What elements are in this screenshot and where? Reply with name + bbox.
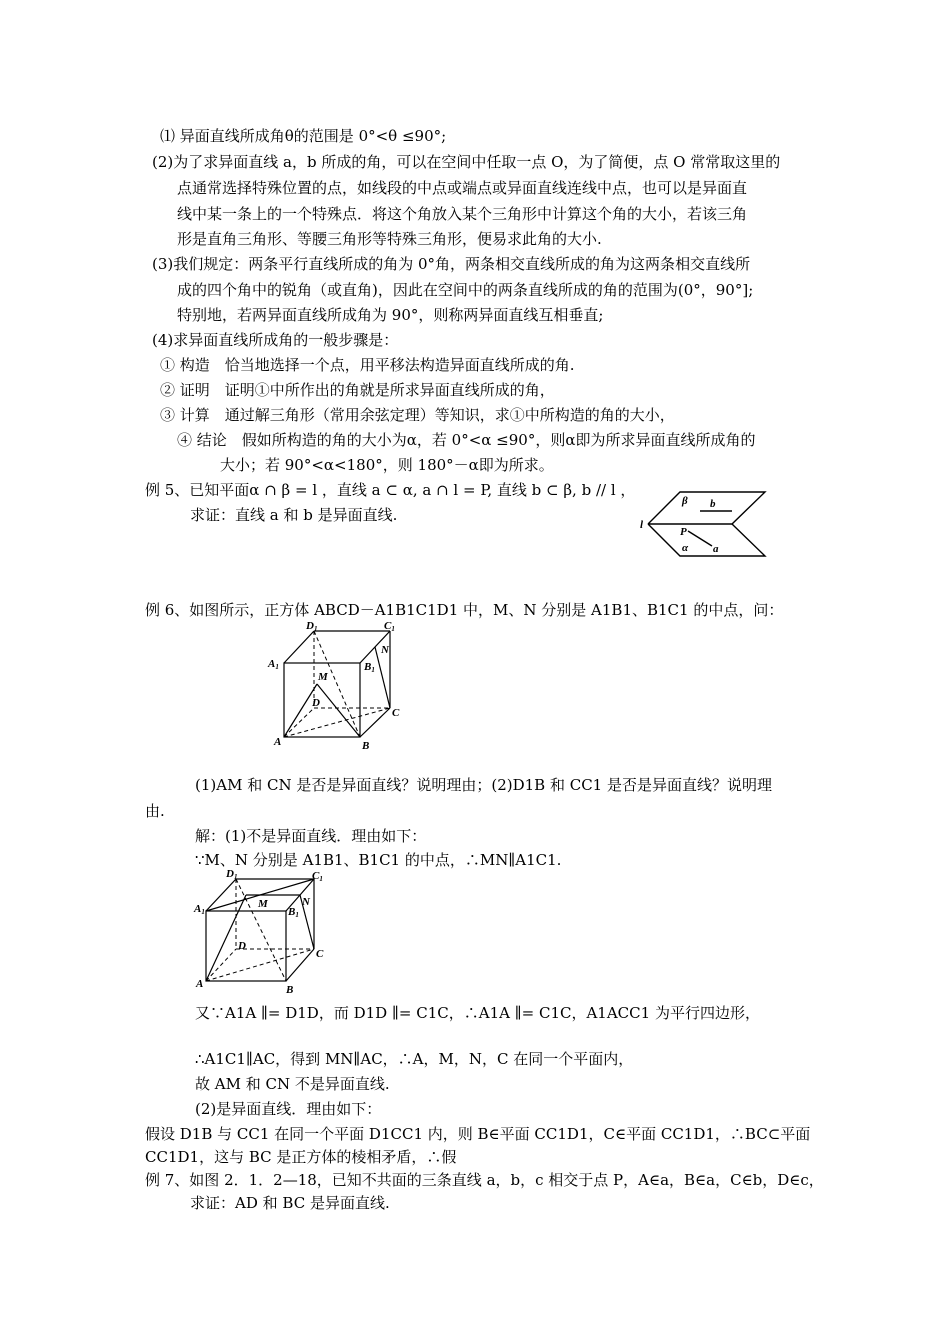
label-B1: B1: [288, 906, 299, 919]
step-2: ② 证明 证明①中所作出的角就是所求异面直线所成的角，: [160, 381, 555, 399]
note-3b: 成的四个角中的锐角（或直角)，因此在空间中的两条直线所成的角的范围为(0°，90°];: [177, 281, 754, 299]
note-2c: 线中某一条上的一个特殊点．将这个角放入某个三角形中计算这个角的大小，若该三角: [177, 205, 748, 223]
note-2a: (2)为了求异面直线 a，b 所成的角，可以在空间中任取一点 O，为了简便，点 O 常常取这里的: [152, 153, 781, 171]
label-M: M: [258, 898, 268, 910]
label-A1: A1: [194, 903, 205, 916]
example-5-prove: 求证：直线 a 和 b 是异面直线.: [190, 506, 398, 524]
label-C: C: [316, 948, 324, 960]
label-D1: D1: [226, 868, 238, 881]
cube-figure-1: [262, 618, 412, 753]
label-M: M: [318, 671, 328, 683]
solution-4: ∴A1C1∥AC，得到 MN∥AC，∴A，M，N，C 在同一个平面内，: [195, 1050, 634, 1068]
solution-6: (2)是异面直线．理由如下：: [195, 1100, 382, 1118]
label-A: A: [196, 978, 204, 990]
note-3a: (3)我们规定：两条平行直线所成的角为 0°角，两条相交直线所成的角为这两条相交直线所: [152, 255, 751, 273]
note-2b: 点通常选择特殊位置的点，如线段的中点或端点或异面直线连线中点，也可以是异面直: [177, 179, 748, 197]
label-D: D: [238, 940, 246, 952]
step-4a: ④ 结论 假如所构造的角的大小为α，若 0°<α ≤90°，则α即为所求异面直线所成角的: [177, 431, 756, 449]
step-4b: 大小；若 90°<α<180°，则 180°－α即为所求。: [220, 456, 554, 474]
label-b: b: [710, 498, 716, 510]
label-C: C: [392, 707, 400, 719]
label-l: l: [640, 519, 644, 531]
label-B: B: [286, 984, 294, 995]
solution-2: ∵M、N 分别是 A1B1、B1C1 的中点，∴MN∥A1C1.: [195, 851, 562, 869]
step-1: ① 构造 恰当地选择一个点，用平移法构造异面直线所成的角.: [160, 356, 575, 374]
example-7-prove: 求证：AD 和 BC 是异面直线.: [190, 1194, 390, 1212]
label-N: N: [381, 644, 389, 656]
solution-1: 解：(1)不是异面直线．理由如下：: [195, 827, 427, 845]
note-4: (4)求异面直线所成角的一般步骤是：: [152, 331, 399, 349]
example-7-statement: 例 7、如图 2．1．2—18，已知不共面的三条直线 a，b，c 相交于点 P，A∈a，B∈a，C∈b，D∈c，: [145, 1171, 824, 1189]
label-B: B: [362, 740, 370, 752]
label-beta: β: [682, 495, 688, 507]
label-P: P: [680, 526, 687, 538]
note-2d: 形是直角三角形、等腰三角形等特殊三角形，便易求此角的大小.: [177, 230, 602, 248]
note-1: ⑴ 异面直线所成角θ的范围是 0°<θ ≤90°;: [160, 127, 447, 145]
cube-figure-2: [190, 865, 340, 995]
label-B1: B1: [364, 661, 375, 674]
question-1-end: 由.: [145, 802, 165, 820]
label-N: N: [302, 896, 310, 908]
note-3c: 特别地，若两异面直线所成角为 90°，则称两异面直线互相垂直;: [177, 306, 604, 324]
solution-8: CC1D1，这与 BC 是正方体的棱相矛盾，∴假: [145, 1148, 457, 1166]
label-a: a: [713, 543, 719, 555]
label-D: D: [312, 697, 320, 709]
step-3: ③ 计算 通过解三角形（常用余弦定理）等知识，求①中所构造的角的大小，: [160, 406, 675, 424]
label-C1: C1: [312, 870, 323, 883]
solution-5: 故 AM 和 CN 不是异面直线.: [195, 1075, 390, 1093]
example-6-statement: 例 6、如图所示，正方体 ABCD－A1B1C1D1 中，M、N 分别是 A1B1、B1C1 的中点，问：: [145, 601, 784, 619]
label-alpha: α: [682, 542, 689, 554]
question-1: (1)AM 和 CN 是否是异面直线？说明理由；(2)D1B 和 CC1 是否是异面直线？说明理: [195, 776, 772, 794]
label-A1: A1: [268, 658, 279, 671]
label-D1: D1: [306, 620, 318, 633]
example-5-statement: 例 5、已知平面α ∩ β = l ，直线 a ⊂ α, a ∩ l = P, 直线 b ⊂ β, b // l ，: [145, 481, 636, 499]
label-C1: C1: [384, 620, 395, 633]
solution-3: 又∵A1A ∥= D1D，而 D1D ∥= C1C，∴A1A ∥= C1C，A1ACC1 为平行四边形，: [195, 1004, 760, 1022]
planes-figure: [640, 484, 770, 564]
solution-7: 假设 D1B 与 CC1 在同一个平面 D1CC1 内，则 B∈平面 CC1D1，C∈平面 CC1D1，∴BC⊂平面: [145, 1125, 811, 1143]
label-A: A: [274, 736, 282, 748]
